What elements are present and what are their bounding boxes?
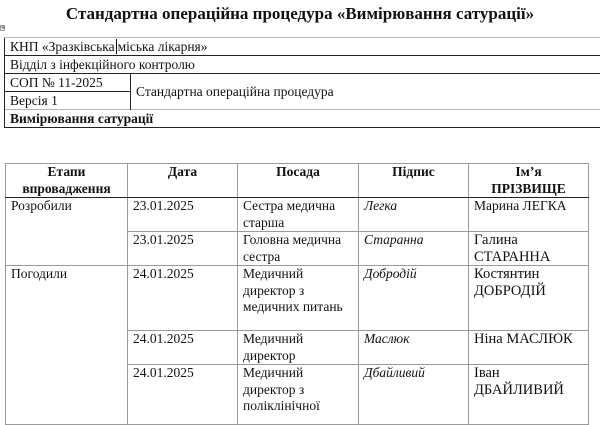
header-row-department xyxy=(5,56,600,74)
stage-cell[interactable]: Розробили xyxy=(6,198,128,266)
column-header-name-line1: Ім’я xyxy=(515,164,541,179)
column-header-signature: Підпис xyxy=(359,164,469,198)
signature-cell[interactable]: Старанна xyxy=(359,232,469,266)
column-header-stage: Етапи впровадження xyxy=(6,164,128,198)
document-title: Стандартна операційна процедура «Вимірювання сатурації» xyxy=(0,4,600,24)
signature-cell[interactable]: Маслюк xyxy=(359,331,469,365)
stage-cell[interactable]: Погодили xyxy=(6,266,128,425)
text-cursor xyxy=(116,39,117,54)
date-cell[interactable]: 24.01.2025 xyxy=(128,266,238,331)
name-cell[interactable]: Іван ДБАЙЛИВИЙ xyxy=(469,365,589,425)
header-row-procedure xyxy=(5,110,600,128)
name-cell[interactable]: Ніна МАСЛЮК xyxy=(469,331,589,365)
column-header-name xyxy=(469,164,589,198)
approval-header-row xyxy=(6,164,589,198)
organization-name-part1: КНП «Зразківська xyxy=(10,39,115,54)
signature-cell[interactable]: Дбайливий xyxy=(359,365,469,425)
date-cell[interactable]: 23.01.2025 xyxy=(128,198,238,232)
name-cell[interactable]: Костянтин ДОБРОДІЙ xyxy=(469,266,589,331)
approval-table xyxy=(5,163,589,425)
version-cell[interactable]: Версія 1 xyxy=(5,92,131,110)
position-cell[interactable]: Медичний директор xyxy=(238,331,359,365)
table-move-handle-icon[interactable]: ✥ xyxy=(0,25,5,31)
organization-cell[interactable] xyxy=(5,38,600,56)
sop-number-cell[interactable]: СОП № 11-2025 xyxy=(5,74,131,92)
signature-cell[interactable]: Добродій xyxy=(359,266,469,331)
position-cell[interactable]: Головна медична сестра xyxy=(238,232,359,266)
date-cell[interactable]: 23.01.2025 xyxy=(128,232,238,266)
table-row xyxy=(6,198,589,232)
procedure-name-cell[interactable]: Вимірювання сатурації xyxy=(5,110,600,128)
table-row xyxy=(6,266,589,331)
signature-cell[interactable]: Легка xyxy=(359,198,469,232)
organization-name-part2: міська лікарня» xyxy=(118,39,208,54)
position-cell[interactable]: Медичний директор з медичних питань xyxy=(238,266,359,331)
column-header-name-line2: ПРІЗВИЩЕ xyxy=(491,181,565,196)
header-row-organization xyxy=(5,38,600,56)
position-cell[interactable]: Сестра медична старша xyxy=(238,198,359,232)
date-cell[interactable]: 24.01.2025 xyxy=(128,365,238,425)
header-table xyxy=(4,37,600,128)
header-row-sop xyxy=(5,74,600,92)
department-cell[interactable]: Відділ з інфекційного контролю xyxy=(5,56,600,74)
position-cell[interactable]: Медичний директор з поліклінічної xyxy=(238,365,359,425)
column-header-date: Дата xyxy=(128,164,238,198)
column-header-position: Посада xyxy=(238,164,359,198)
name-cell[interactable]: Марина ЛЕГКА xyxy=(469,198,589,232)
name-cell[interactable]: Галина СТАРАННА xyxy=(469,232,589,266)
doc-type-cell[interactable]: Стандартна операційна процедура xyxy=(131,74,600,110)
date-cell[interactable]: 24.01.2025 xyxy=(128,331,238,365)
